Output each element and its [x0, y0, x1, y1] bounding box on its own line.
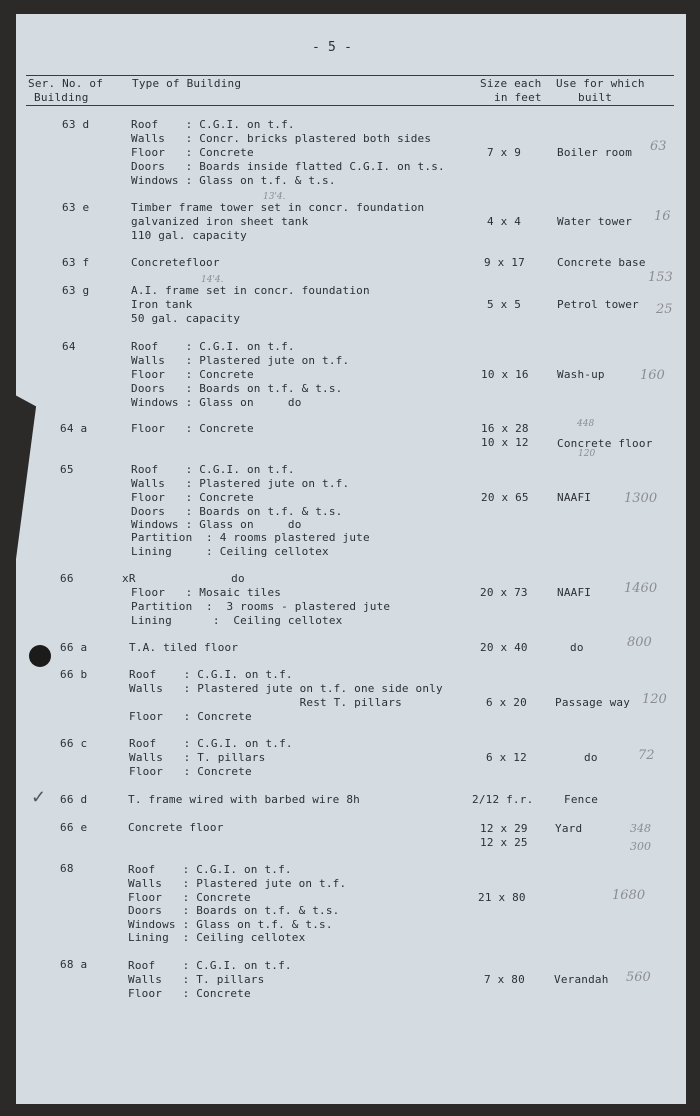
use-value: Yard: [555, 822, 583, 835]
description-line: Walls : T. pillars: [128, 973, 265, 986]
document-sheet: [16, 14, 686, 1104]
ser-number: 63 d: [62, 118, 90, 131]
description-line: Lining : Ceiling cellotex: [131, 614, 343, 627]
ser-number: 66 a: [60, 641, 88, 654]
handwritten-area: 120: [578, 449, 596, 459]
description-line: Floor : Mosaic tiles: [131, 586, 282, 599]
size-value: 16 x 28: [481, 422, 529, 435]
description-line: Floor : Concrete: [129, 710, 252, 723]
ser-number: 66 c: [60, 737, 88, 750]
handwritten-area: 560: [626, 970, 651, 985]
description-line: Windows : Glass on t.f. & t.s.: [128, 918, 333, 931]
description-line: Roof : C.G.I. on t.f.: [129, 737, 293, 750]
description-line: 110 gal. capacity: [131, 229, 247, 242]
size-value: 7 x 80: [484, 973, 525, 986]
handwritten-area: 348: [630, 822, 651, 835]
description-line: Floor : Concrete: [128, 987, 251, 1000]
header-rule-top: [26, 75, 674, 76]
header-size-unit: in feet: [494, 91, 542, 104]
size-value: 7 x 9: [487, 146, 522, 159]
description-line: Walls : Concr. bricks plastered both sides: [131, 132, 432, 145]
header-building: Building: [34, 91, 89, 104]
use-value: Verandah: [554, 973, 609, 986]
size-value: 20 x 65: [481, 491, 529, 504]
size-value: 12 x 29: [480, 822, 528, 835]
size-value: 20 x 40: [480, 641, 528, 654]
handwritten-area: 63: [650, 139, 667, 154]
size-value: 5 x 5: [487, 298, 522, 311]
punch-hole: [29, 645, 51, 667]
use-value: Concrete base: [557, 256, 646, 269]
description-line: Doors : Boards on t.f. & t.s.: [131, 382, 343, 395]
size-value: 21 x 80: [478, 891, 526, 904]
ser-number: 66 b: [60, 668, 88, 681]
description-line: Iron tank: [131, 298, 193, 311]
description-line: Roof : C.G.I. on t.f.: [131, 340, 295, 353]
page-number: - 5 -: [312, 40, 353, 55]
description-line: 50 gal. capacity: [131, 312, 241, 325]
check-mark: ✓: [31, 787, 47, 808]
header-type: Type of Building: [132, 77, 242, 90]
description-line: Lining : Ceiling cellotex: [128, 931, 306, 944]
ser-number: 68: [60, 862, 74, 875]
use-value: Boiler room: [557, 146, 633, 159]
description-line: Floor : Concrete: [131, 491, 254, 504]
handwritten-area: 800: [627, 635, 652, 650]
description-line: xR do: [122, 572, 245, 585]
size-value: 6 x 12: [486, 751, 527, 764]
use-value: do: [570, 641, 584, 654]
description-line: Doors : Boards inside flatted C.G.I. on t.s.: [131, 160, 445, 173]
size-value: 6 x 20: [486, 696, 527, 709]
header-use-built: built: [578, 91, 613, 104]
ser-number: 66: [60, 572, 74, 585]
description-line: Doors : Boards on t.f. & t.s.: [128, 904, 340, 917]
description-line: Floor : Concrete: [128, 891, 251, 904]
size-value: 9 x 17: [484, 256, 525, 269]
description-line: Walls : Plastered jute on t.f.: [131, 354, 350, 367]
size-value: 10 x 16: [481, 368, 529, 381]
description-line: Roof : C.G.I. on t.f.: [131, 463, 295, 476]
description-line: Roof : C.G.I. on t.f.: [129, 668, 293, 681]
header-size: Size each: [480, 77, 542, 90]
ser-number: 65: [60, 463, 74, 476]
description-line: Walls : Plastered jute on t.f.: [131, 477, 350, 490]
handwritten-note: 13'4.: [263, 192, 286, 202]
handwritten-area: 1300: [624, 491, 658, 506]
description-line: T.A. tiled floor: [129, 641, 239, 654]
description-line: Concrete floor: [128, 821, 224, 834]
use-value: Petrol tower: [557, 298, 639, 311]
ser-number: 64 a: [60, 422, 88, 435]
description-line: Roof : C.G.I. on t.f.: [131, 118, 295, 131]
description-line: Floor : Concrete: [131, 368, 254, 381]
handwritten-area: 1680: [612, 888, 646, 903]
ser-number: 63 e: [62, 201, 90, 214]
ser-number: 68 a: [60, 958, 88, 971]
ser-number: 63 f: [62, 256, 90, 269]
description-line: Floor : Concrete: [129, 765, 252, 778]
size-value: 20 x 73: [480, 586, 528, 599]
header-use: Use for which: [556, 77, 645, 90]
size-value: 4 x 4: [487, 215, 522, 228]
size-value: 12 x 25: [480, 836, 528, 849]
handwritten-area: 153: [648, 270, 673, 285]
handwritten-area: 300: [630, 840, 651, 853]
ser-number: 63 g: [62, 284, 90, 297]
description-line: Walls : T. pillars: [129, 751, 266, 764]
description-line: galvanized iron sheet tank: [131, 215, 309, 228]
description-line: A.I. frame set in concr. foundation: [131, 284, 370, 297]
handwritten-note: 14'4.: [201, 275, 224, 285]
description-line: Lining : Ceiling cellotex: [131, 545, 329, 558]
size-value: 10 x 12: [481, 436, 529, 449]
description-line: Floor : Concrete: [131, 422, 254, 435]
description-line: Floor : Concrete: [131, 146, 254, 159]
description-line: Roof : C.G.I. on t.f.: [128, 863, 292, 876]
size-value: 2/12 f.r.: [472, 793, 534, 806]
handwritten-area: 1460: [624, 581, 658, 596]
description-line: Windows : Glass on do: [131, 518, 302, 531]
description-line: Walls : Plastered jute on t.f. one side only: [129, 682, 443, 695]
description-line: Windows : Glass on t.f. & t.s.: [131, 174, 336, 187]
description-line: Roof : C.G.I. on t.f.: [128, 959, 292, 972]
description-line: Walls : Plastered jute on t.f.: [128, 877, 347, 890]
use-value: NAAFI: [557, 586, 592, 599]
use-value: Concrete floor: [557, 437, 653, 450]
handwritten-area: 16: [654, 209, 671, 224]
use-value: do: [584, 751, 598, 764]
use-value: NAAFI: [557, 491, 592, 504]
description-line: Windows : Glass on do: [131, 396, 302, 409]
use-value: Passage way: [555, 696, 631, 709]
handwritten-area: 120: [642, 692, 667, 707]
description-line: Doors : Boards on t.f. & t.s.: [131, 505, 343, 518]
description-line: Timber frame tower set in concr. foundation: [131, 201, 425, 214]
use-value: Fence: [564, 793, 599, 806]
ser-number: 64: [62, 340, 76, 353]
description-line: Partition : 3 rooms - plastered jute: [131, 600, 391, 613]
use-value: Water tower: [557, 215, 633, 228]
ser-number: 66 e: [60, 821, 88, 834]
handwritten-area: 25: [656, 302, 673, 317]
use-value: Wash-up: [557, 368, 605, 381]
header-rule-bottom: [26, 105, 674, 106]
handwritten-area: 448: [577, 419, 595, 429]
ser-number: 66 d: [60, 793, 88, 806]
handwritten-area: 160: [640, 368, 665, 383]
description-line: Rest T. pillars: [129, 696, 402, 709]
description-line: T. frame wired with barbed wire 8h: [128, 793, 360, 806]
description-line: Concretefloor: [131, 256, 220, 269]
handwritten-area: 72: [638, 748, 655, 763]
description-line: Partition : 4 rooms plastered jute: [131, 531, 370, 544]
header-ser-no: Ser. No. of: [28, 77, 104, 90]
